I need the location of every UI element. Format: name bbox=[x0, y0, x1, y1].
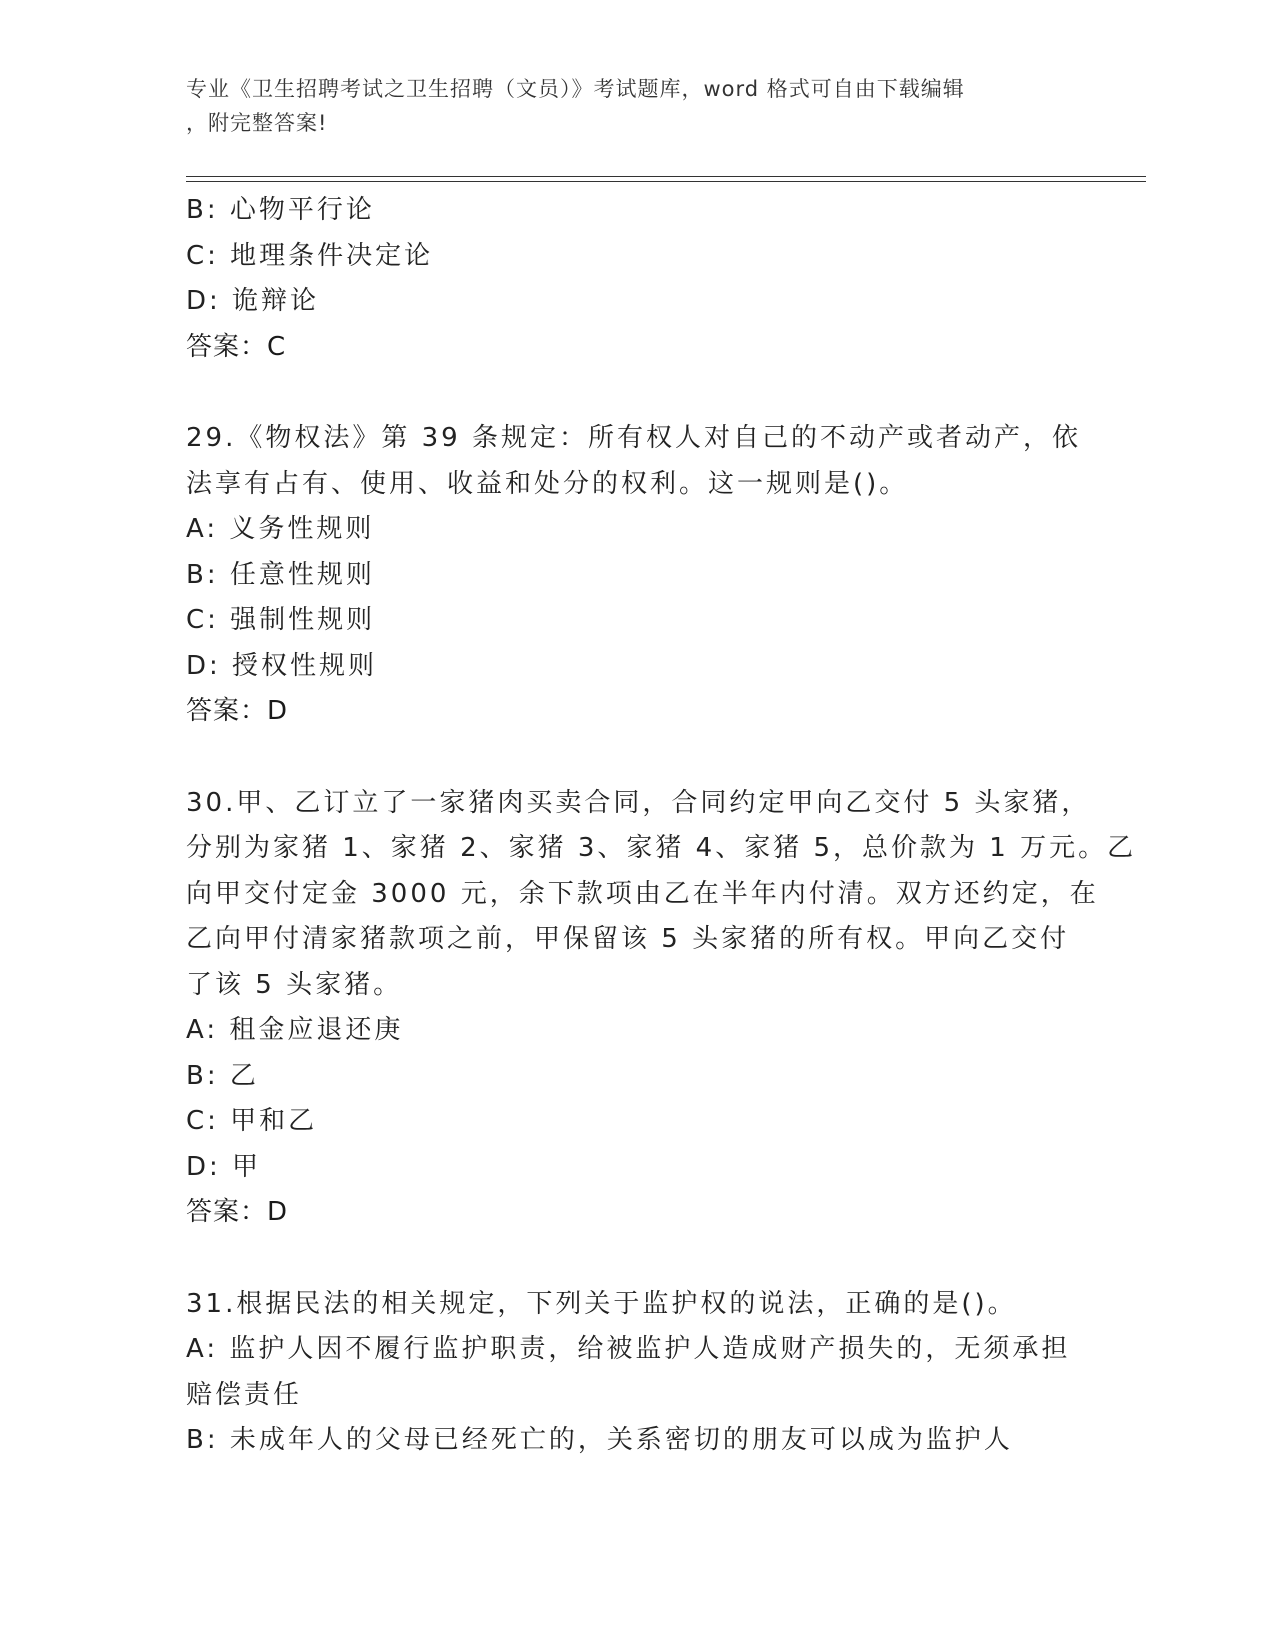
question-29 bbox=[186, 416, 1086, 735]
answer-line: 答案：D bbox=[186, 1197, 289, 1227]
document-body bbox=[186, 188, 1137, 1464]
option-b: B: 任意性规则 bbox=[186, 559, 375, 590]
prev-question-block bbox=[186, 188, 1086, 370]
option-d: D: 诡辩论 bbox=[186, 286, 320, 316]
option-c: C: 甲和乙 bbox=[186, 1106, 318, 1136]
option-a: A: 义务性规则 bbox=[186, 514, 375, 544]
question-text-line: 31.根据民法的相关规定，下列关于监护权的说法，正确的是()。 bbox=[186, 1288, 1017, 1319]
option-a: A: 监护人因不履行监护职责，给被监护人造成财产损失的，无须承担 bbox=[186, 1334, 1071, 1364]
answer-line: 答案：C bbox=[186, 331, 287, 362]
question-text-line: 向甲交付定金 3000 元，余下款项由乙在半年内付清。双方还约定，在 bbox=[186, 878, 1099, 909]
option-c: C: 强制性规则 bbox=[186, 605, 376, 635]
option-a: A: 租金应退还庚 bbox=[186, 1015, 404, 1045]
answer-line: 答案：D bbox=[186, 696, 289, 726]
option-b: B: 乙 bbox=[186, 1060, 259, 1091]
option-c: C: 地理条件决定论 bbox=[186, 240, 434, 271]
header-line-2: ，附完整答案! bbox=[186, 111, 328, 135]
option-b: B: 未成年人的父母已经死亡的，关系密切的朋友可以成为监护人 bbox=[186, 1425, 1013, 1455]
document-header bbox=[186, 72, 1066, 140]
question-text-line: 29.《物权法》第 39 条规定：所有权人对自己的不动产或者动产，依 bbox=[186, 423, 1081, 453]
question-30 bbox=[186, 781, 1137, 1236]
question-text-line: 分别为家猪 1、家猪 2、家猪 3、家猪 4、家猪 5，总价款为 1 万元。乙 bbox=[186, 833, 1137, 863]
question-text-line: 法享有占有、使用、收益和处分的权利。这一规则是()。 bbox=[186, 468, 909, 499]
question-text-line: 乙向甲付清家猪款项之前，甲保留该 5 头家猪的所有权。甲向乙交付 bbox=[186, 924, 1070, 954]
question-text-line: 了该 5 头家猪。 bbox=[186, 969, 403, 1000]
option-b: B: 心物平行论 bbox=[186, 195, 375, 225]
option-d: D: 授权性规则 bbox=[186, 650, 378, 681]
header-line-1: 专业《卫生招聘考试之卫生招聘（文员）》考试题库，word 格式可自由下载编辑 bbox=[186, 77, 965, 101]
option-d: D: 甲 bbox=[186, 1151, 262, 1182]
question-31 bbox=[186, 1282, 1086, 1464]
option-a-continued: 赔偿责任 bbox=[186, 1379, 303, 1410]
header-divider-top bbox=[186, 176, 1146, 177]
header-divider-bottom bbox=[186, 181, 1146, 182]
question-text-line: 30.甲、乙订立了一家猪肉买卖合同，合同约定甲向乙交付 5 头家猪， bbox=[186, 787, 1091, 818]
